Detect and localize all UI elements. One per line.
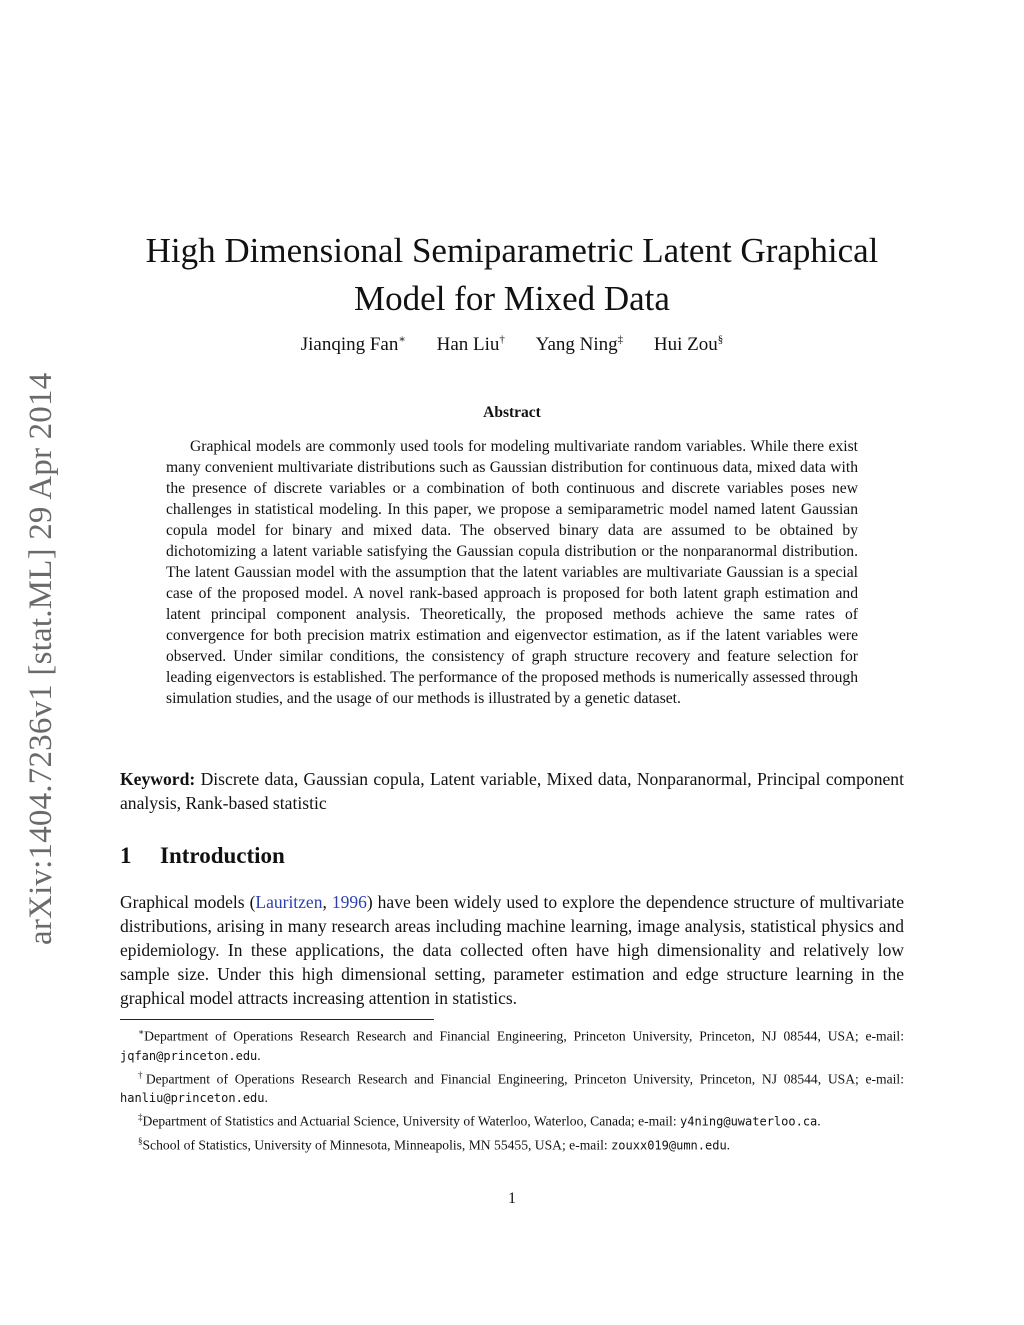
footnote-text: Department of Operations Research Research and Financial Engineering, Princeton University, Princeton, NJ 08544, USA; e-mail: [145,1071,904,1087]
introduction-paragraph [120,890,904,1010]
author-name: Hui Zou [653,334,718,356]
section-heading-introduction [120,843,904,869]
footnote-email: zouxx019@umn.edu [611,1138,727,1153]
author-list [120,327,904,358]
footnote-mark: † [138,1069,146,1080]
author-1 [301,334,406,355]
arxiv-identifier-stamp: arXiv:1404.7236v1 [stat.ML] 29 Apr 2014 [23,372,59,945]
footnote-text: Department of Operations Research Research and Financial Engineering, Princeton University, Princeton, NJ 08544, USA; e-mail: [144,1028,904,1044]
author-mark: ‡ [617,334,624,346]
footnote-mark: § [138,1135,143,1146]
footnote-email: hanliu@princeton.edu [120,1091,265,1106]
paper-title [120,227,904,323]
author-mark: † [499,334,505,346]
footnote-end: . [264,1090,268,1106]
author-2 [437,334,505,355]
footnote-divider [120,1019,434,1020]
author-4 [654,334,723,355]
footnote-end: . [726,1137,731,1153]
footnotes [120,1023,904,1155]
paper-title-line-2: Model for Mixed Data [354,279,670,319]
keywords-text: Discrete data, Gaussian copula, Latent variable, Mixed data, Nonparanormal, Principal component analysis, Rank-based statistic [120,769,904,813]
author-name: Han Liu [436,334,500,356]
citation-year-link[interactable]: 1996 [331,892,367,912]
footnote-text: School of Statistics, University of Minnesota, Minneapolis, MN 55455, USA; e-mail: [142,1137,612,1153]
footnote-4 [120,1132,904,1156]
keywords-label: Keyword: [120,769,196,789]
footnote-mark: ‡ [138,1112,143,1123]
author-name: Yang Ning [535,334,618,356]
intro-text-start: Graphical models ( [120,892,256,912]
citation-separator: , [322,892,332,912]
section-number: 1 [120,843,132,868]
footnote-1 [120,1023,904,1066]
section-title: Introduction [160,843,285,868]
footnote-end: . [817,1113,821,1129]
footnote-end: . [257,1047,261,1063]
footnote-email: jqfan@princeton.edu [120,1048,258,1063]
paper-title-line-1: High Dimensional Semiparametric Latent Graphical [145,231,879,271]
footnote-email: y4ning@uwaterloo.ca [680,1114,818,1129]
author-mark: ∗ [398,334,406,346]
abstract-text: Graphical models are commonly used tools for modeling multivariate random variables. While there exist many convenient multivariate distributions such as Gaussian distribution for continuous data, mixed data with the presence of discrete variables or a combination of both continuous and discrete variables poses new challenges in statistical modeling. In this paper, we propose a semiparametric model named latent Gaussian copula model for binary and mixed data. The observed binary data are assumed to be obtained by dichotomizing a latent variable satisfying the Gaussian copula distribution or the nonparanormal distribution. The latent Gaussian model with the assumption that the latent variables are multivariate Gaussian is a special case of the proposed model. A novel rank-based approach is proposed for both latent graph estimation and latent principal component analysis. Theoretically, the proposed methods achieve the same rates of convergence for both precision matrix estimation and eigenvector estimation, as if the latent variables were observed. Under similar conditions, the consistency of graph structure recovery and feature selection for leading eigenvectors is established. The performance of the proposed methods is numerically assessed through simulation studies, and the usage of our methods is illustrated by a genetic dataset. [166,438,858,707]
citation-author-link[interactable]: Lauritzen [255,892,323,912]
page-number: 1 [508,1190,516,1207]
intro-text-rest: ) have been widely used to explore the dependence structure of multivariate distributions, arising in many research areas including machine learning, image analysis, statistical physics and epidemiology. In these applications, the data collected often have high dimensionality and relatively low sample size. Under this high dimensional setting, parameter estimation and edge structure learning in the graphical model attracts increasing attention in statistics. [120,892,905,1008]
footnote-text: Department of Statistics and Actuarial Science, University of Waterloo, Waterloo, Canada; e-mail: [142,1113,680,1129]
keywords [120,767,904,815]
abstract-heading: Abstract [483,404,541,421]
author-name: Jianqing Fan [300,334,399,356]
footnote-3 [120,1108,904,1132]
footnote-2 [120,1066,904,1109]
footnote-mark: ∗ [138,1027,145,1037]
author-mark: § [717,334,724,346]
author-3 [536,334,624,355]
